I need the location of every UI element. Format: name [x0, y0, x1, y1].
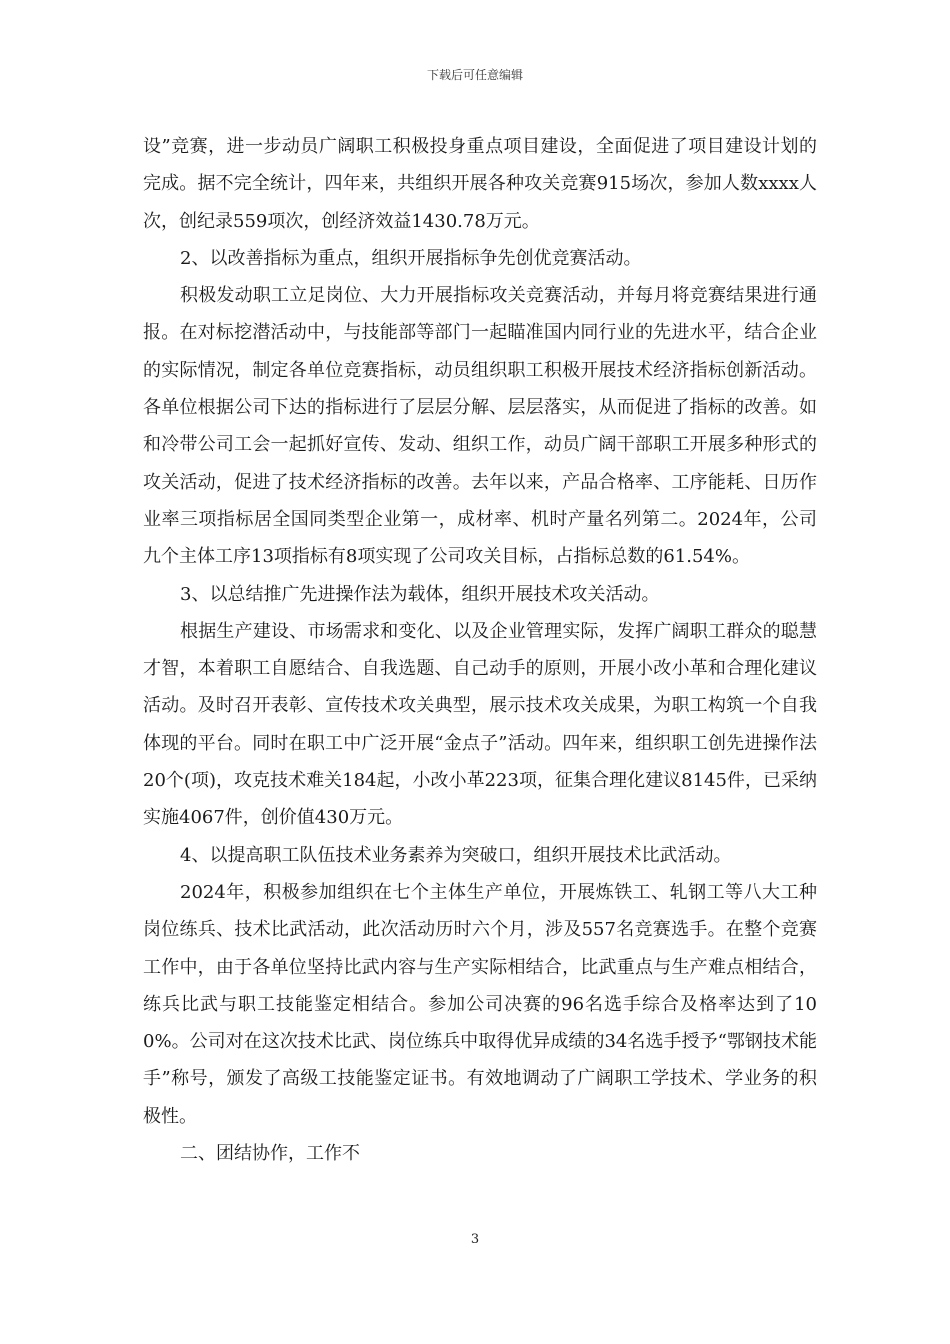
section-heading-two: 二、团结协作，工作不: [180, 1143, 360, 1165]
paragraph-indicators: 积极发动职工立足岗位、大力开展指标攻关竞赛活动，并每月将竞赛结果进行通报。在对标挖潜活动中，与技能部等部门一起瞄准国内同行业的先进水平，结合企业的实际情况，制定各单位竞赛指标，动员组织职工积极开展技术经济指标创新活动。各单位根据公司下达的指标进行了层层分解、层层落实，从而促进了指标的改善。如和冷带公司工会一起抓好宣传、发动、组织工作，动员广阔干部职工开展多种形式的攻关活动，促进了技术经济指标的改善。去年以来，产品合格率、工序能耗、日历作业率三项指标居全国同类型企业第一，成材率、机时产量名列第二。2024年，公司九个主体工序13项指标有8项实现了公司攻关目标，占指标总数的61.54%。: [143, 285, 817, 568]
paragraph-skills-competition: 2024年，积极参加组织在七个主体生产单位，开展炼铁工、轧钢工等八大工种岗位练兵、技术比武活动，此次活动历时六个月，涉及557名竞赛选手。在整个竞赛工作中，由于各单位坚持比武内容与生产实际相结合，比武重点与生产难点相结合，练兵比武与职工技能鉴定相结合。参加公司决赛的96名选手综合及格率达到了100%。公司对在这次技术比武、岗位练兵中取得优异成绩的34名选手授予“鄂钢技术能手”称号，颁发了高级工技能鉴定证书。有效地调动了广阔职工学技术、学业务的积极性。: [143, 881, 817, 1127]
section-heading-2: 2、以改善指标为重点，组织开展指标争先创优竞赛活动。: [180, 247, 642, 269]
section-heading-3: 3、以总结推广先进操作法为载体，组织开展技术攻关活动。: [180, 583, 660, 605]
paragraph-tech-innovation: 根据生产建设、市场需求和变化、以及企业管理实际，发挥广阔职工群众的聪慧才智，本着职工自愿结合、自我选题、自己动手的原则，开展小改小革和合理化建议活动。及时召开表彰、宣传技术攻关典型，展示技术攻关成果，为职工构筑一个自我体现的平台。同时在职工中广泛开展“金点子”活动。四年来，组织职工创先进操作法20个(项)，攻克技术难关184起，小改小革223项，征集合理化建议8145件，已采纳实施4067件，创价值430万元。: [143, 620, 817, 829]
page-header: 下载后可任意编辑: [426, 68, 523, 82]
document-body: [143, 128, 817, 1172]
section-heading-4: 4、以提高职工队伍技术业务素养为突破口，组织开展技术比武活动。: [180, 844, 732, 866]
page-number: 3: [470, 1232, 480, 1247]
paragraph-continuation: 设”竞赛，进一步动员广阔职工积极投身重点项目建设，全面促进了项目建设计划的完成。据不完全统计，四年来，共组织开展各种攻关竞赛915场次，参加人数xxxx人次，创纪录559项次，创经济效益1430.78万元。: [143, 136, 817, 232]
